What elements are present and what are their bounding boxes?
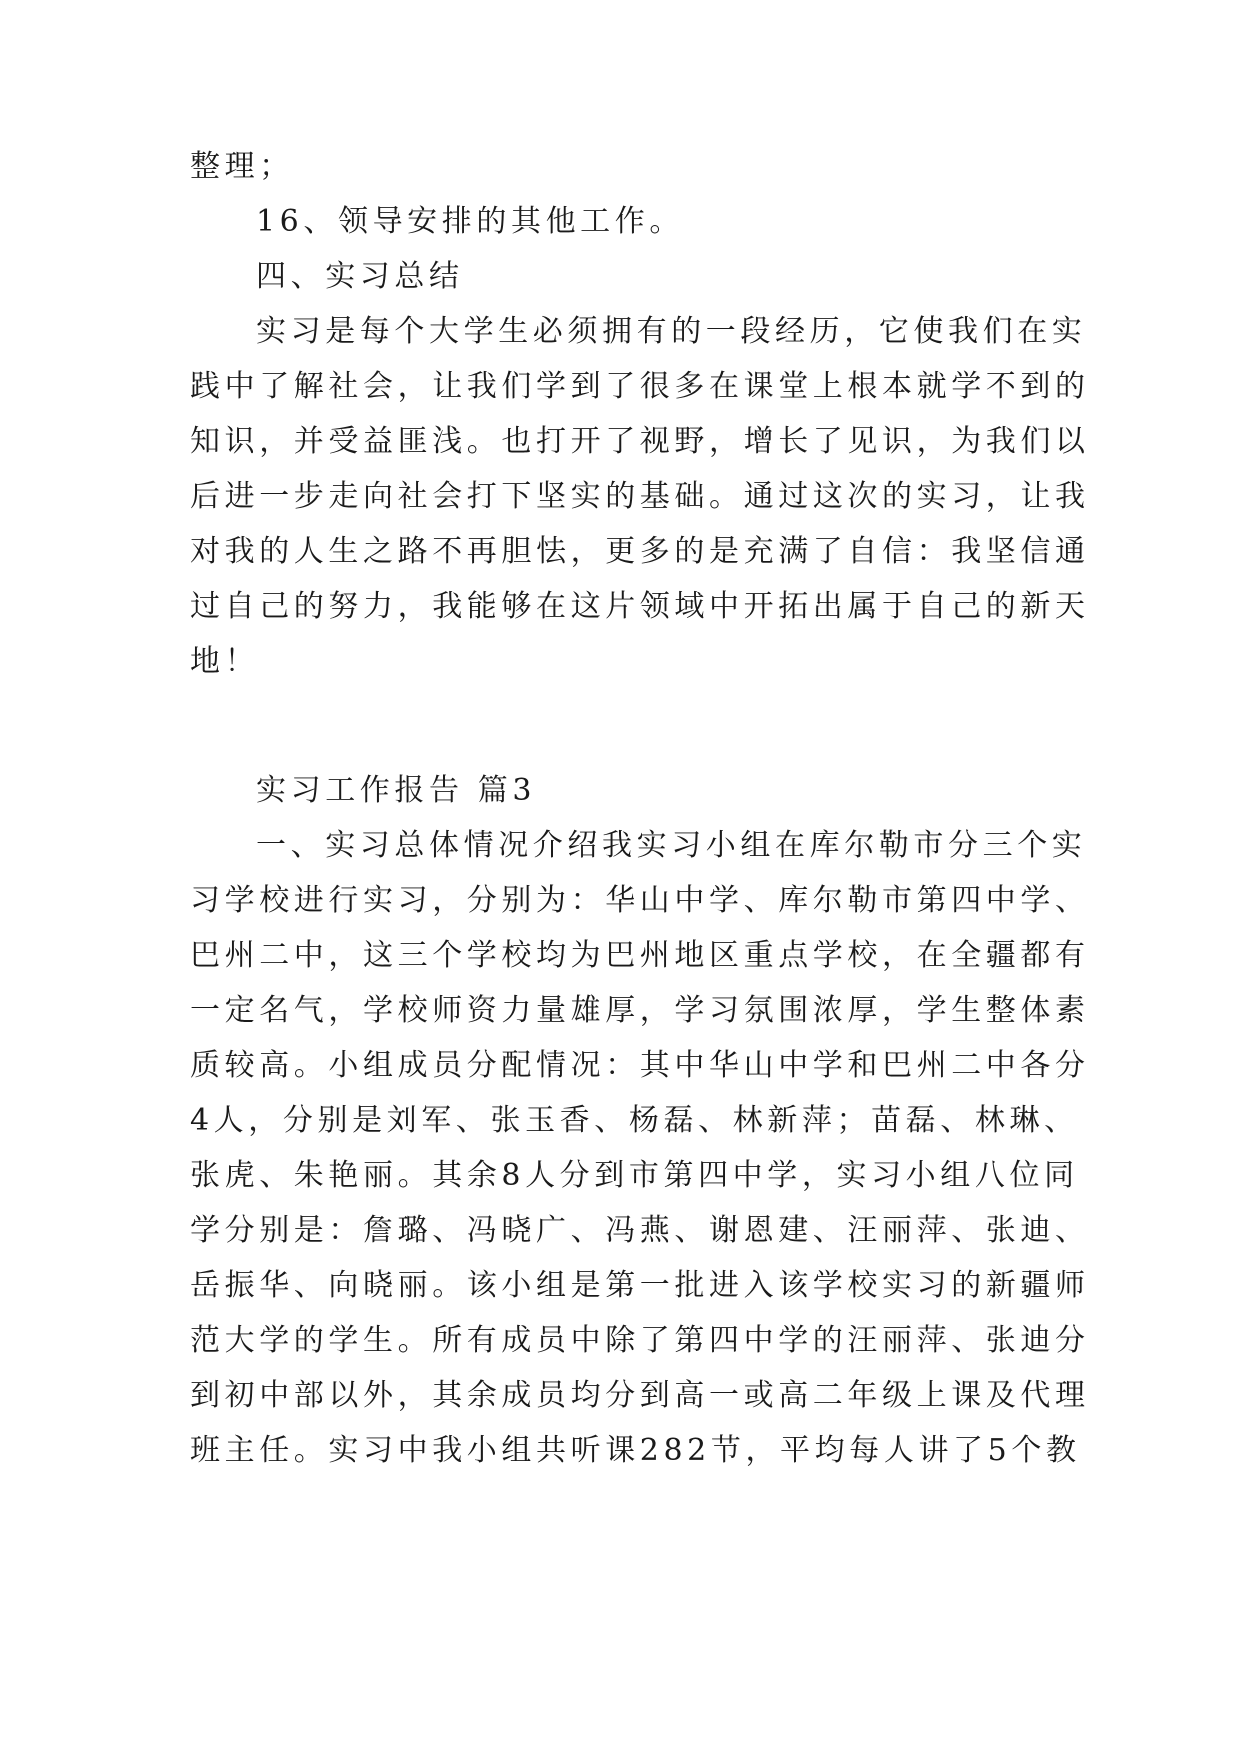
text-line: 践中了解社会，让我们学到了很多在课堂上根本就学不到的 <box>190 369 1090 404</box>
text-line: 班主任。实习中我小组共听课282节，平均每人讲了5个教 <box>190 1433 1081 1468</box>
text-line: 地！ <box>190 644 260 679</box>
text-line: 张虎、朱艳丽。其余8人分到市第四中学，实习小组八位同 <box>190 1158 1079 1193</box>
text-line: 岳振华、向晓丽。该小组是第一批进入该学校实习的新疆师 <box>190 1268 1090 1303</box>
text-line: 范大学的学生。所有成员中除了第四中学的汪丽萍、张迪分 <box>190 1323 1090 1358</box>
text-line: 质较高。小组成员分配情况：其中华山中学和巴州二中各分 <box>190 1048 1090 1083</box>
text-line: 16、领导安排的其他工作。 <box>256 204 684 239</box>
text-line: 实习是每个大学生必须拥有的一段经历，它使我们在实 <box>256 314 1087 349</box>
text-line: 学分别是：詹璐、冯晓广、冯燕、谢恩建、汪丽萍、张迪、 <box>190 1213 1090 1248</box>
text-line: 一定名气，学校师资力量雄厚，学习氛围浓厚，学生整体素 <box>190 993 1090 1028</box>
report-title: 实习工作报告 篇3 <box>256 773 537 808</box>
text-line: 4人，分别是刘军、张玉香、杨磊、林新萍；苗磊、林琳、 <box>190 1103 1079 1138</box>
section-heading: 四、实习总结 <box>256 259 464 294</box>
text-line: 习学校进行实习，分别为：华山中学、库尔勒市第四中学、 <box>190 883 1090 918</box>
text-line: 巴州二中，这三个学校均为巴州地区重点学校，在全疆都有 <box>190 938 1090 973</box>
text-line: 一、实习总体情况介绍我实习小组在库尔勒市分三个实 <box>256 828 1087 863</box>
text-line: 整理； <box>190 149 294 184</box>
text-line: 后进一步走向社会打下坚实的基础。通过这次的实习，让我 <box>190 479 1090 514</box>
text-line: 对我的人生之路不再胆怯，更多的是充满了自信：我坚信通 <box>190 534 1090 569</box>
text-line: 知识，并受益匪浅。也打开了视野，增长了见识，为我们以 <box>190 424 1090 459</box>
text-line: 过自己的努力，我能够在这片领域中开拓出属于自己的新天 <box>190 589 1090 624</box>
text-line: 到初中部以外，其余成员均分到高一或高二年级上课及代理 <box>190 1378 1090 1413</box>
